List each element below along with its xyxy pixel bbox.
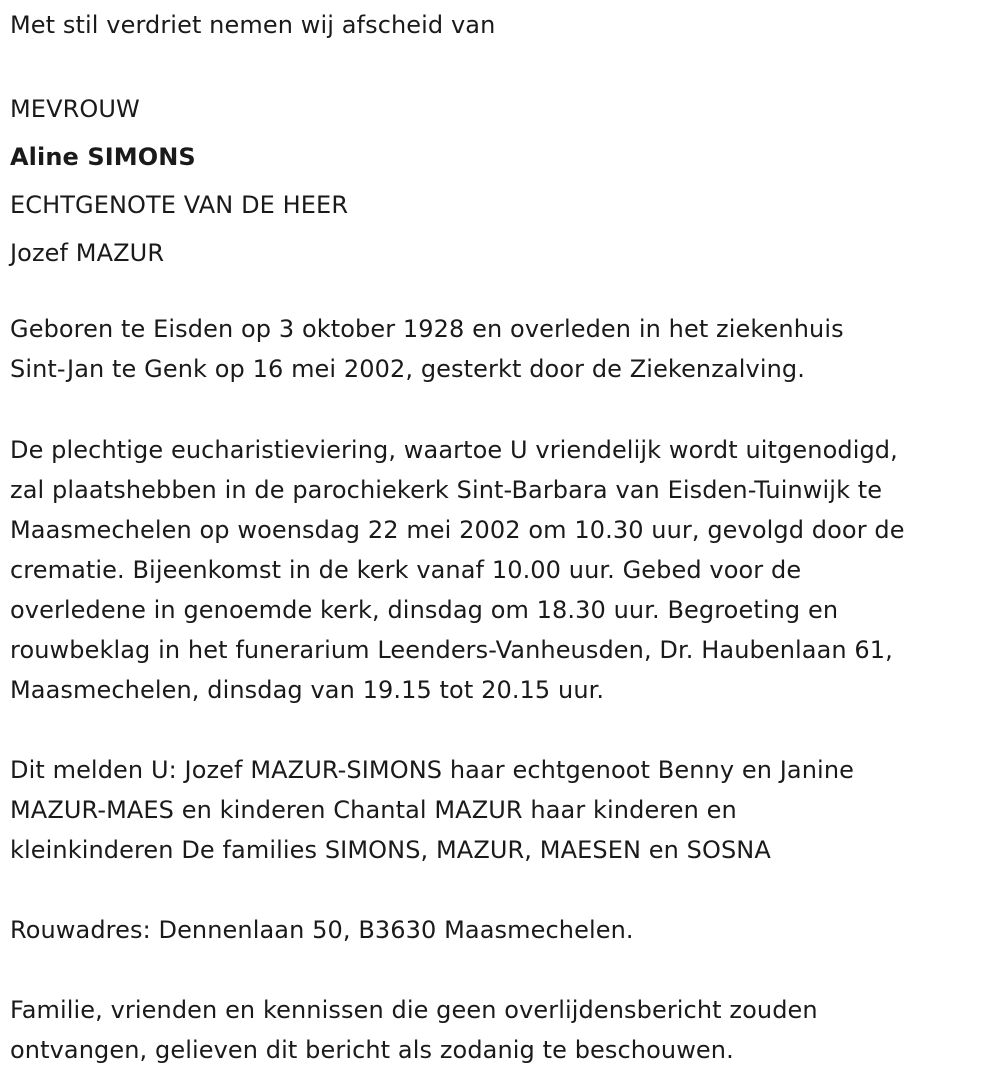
paragraph-line: zal plaatshebben in de parochiekerk Sint-Barbara van Eisden-Tuinwijk te — [10, 476, 883, 504]
spouse-name: Jozef MAZUR — [10, 239, 165, 267]
deceased-header — [10, 85, 348, 277]
paragraph-line: Maasmechelen, dinsdag van 19.15 tot 20.15 uur. — [10, 676, 605, 704]
closing-paragraph — [10, 990, 818, 1070]
paragraph-line: MAZUR-MAES en kinderen Chantal MAZUR haar kinderen en — [10, 796, 737, 824]
intro-section — [10, 5, 495, 45]
address-section — [10, 910, 634, 950]
paragraph-line: Maasmechelen op woensdag 22 mei 2002 om 10.30 uur, gevolgd door de — [10, 516, 905, 544]
paragraph-line: Familie, vrienden en kennissen die geen overlijdensbericht zouden — [10, 996, 818, 1024]
intro-text: Met stil verdriet nemen wij afscheid van — [10, 11, 496, 39]
paragraph-line: ontvangen, gelieven dit bericht als zodanig te beschouwen. — [10, 1036, 734, 1064]
paragraph-line: Geboren te Eisden op 3 oktober 1928 en overleden in het ziekenhuis — [10, 315, 844, 343]
birth-death-paragraph — [10, 309, 844, 389]
deceased-name: Aline SIMONS — [10, 143, 196, 171]
paragraph-line: crematie. Bijeenkomst in de kerk vanaf 10.00 uur. Gebed voor de — [10, 556, 802, 584]
paragraph-line: Dit melden U: Jozef MAZUR-SIMONS haar echtgenoot Benny en Janine — [10, 756, 854, 784]
paragraph-line: kleinkinderen De families SIMONS, MAZUR, MAESEN en SOSNA — [10, 836, 771, 864]
ceremony-paragraph — [10, 430, 905, 710]
family-paragraph — [10, 750, 854, 870]
paragraph-line: overledene in genoemde kerk, dinsdag om 18.30 uur. Begroeting en — [10, 596, 839, 624]
paragraph-line: De plechtige eucharistieviering, waartoe U vriendelijk wordt uitgenodigd, — [10, 436, 898, 464]
paragraph-line: rouwbeklag in het funerarium Leenders-Vanheusden, Dr. Haubenlaan 61, — [10, 636, 893, 664]
relation-text: ECHTGENOTE VAN DE HEER — [10, 191, 349, 219]
mourning-address: Rouwadres: Dennenlaan 50, B3630 Maasmechelen. — [10, 916, 634, 944]
title-text: MEVROUW — [10, 95, 140, 123]
paragraph-line: Sint-Jan te Genk op 16 mei 2002, gesterkt door de Ziekenzalving. — [10, 355, 805, 383]
